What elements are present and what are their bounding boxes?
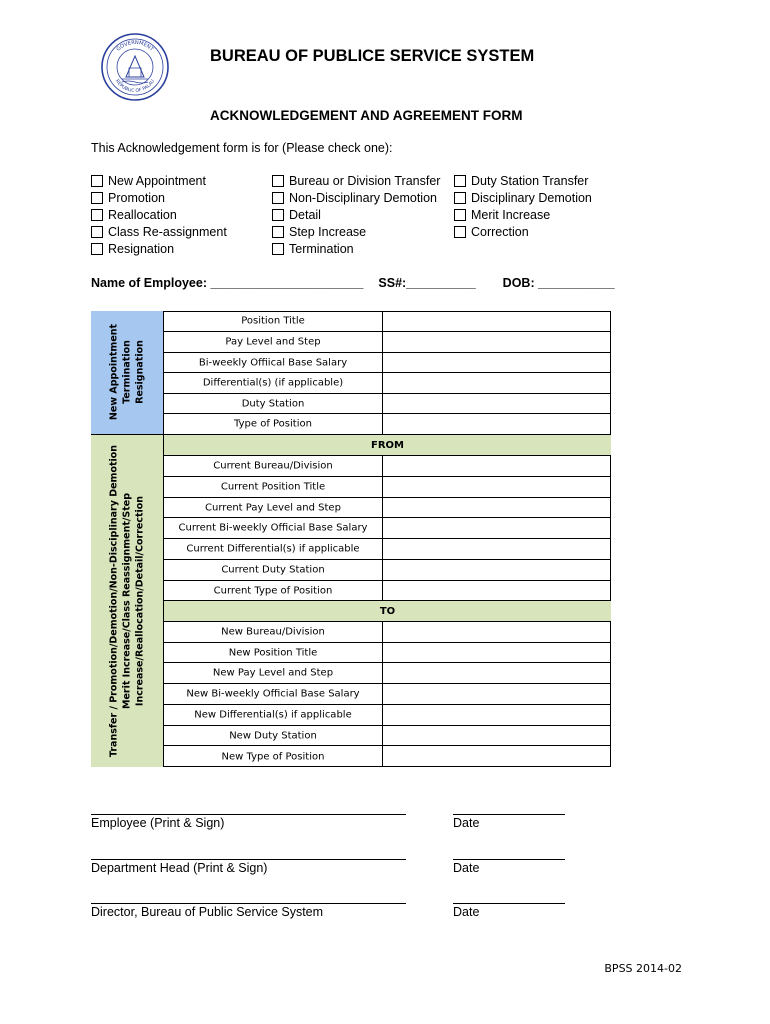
value-cell[interactable] — [382, 622, 611, 642]
svg-text:GOVERNMENT: GOVERNMENT — [115, 39, 155, 53]
value-cell[interactable] — [382, 643, 611, 662]
svg-text:REPUBLIC OF PALAU: REPUBLIC OF PALAU — [113, 78, 157, 95]
checkbox[interactable] — [91, 209, 103, 221]
checkbox[interactable] — [272, 192, 284, 204]
checkbox[interactable] — [91, 192, 103, 204]
to-section-header: TO — [164, 601, 611, 622]
value-cell[interactable] — [382, 498, 611, 517]
table-row: Current Bi-weekly Official Base Salary — [164, 518, 611, 539]
checkbox[interactable] — [454, 226, 466, 238]
employee-info-line — [91, 276, 615, 290]
option-non-disciplinary-demotion[interactable]: Non-Disciplinary Demotion — [272, 190, 437, 206]
option-step-increase[interactable]: Step Increase — [272, 224, 366, 240]
checkbox[interactable] — [272, 226, 284, 238]
palau-government-seal-logo — [100, 32, 170, 102]
employee-name-field[interactable]: Name of Employee: ______________________ — [91, 276, 364, 290]
checkbox[interactable] — [91, 243, 103, 255]
table-row: New Bureau/Division — [164, 622, 611, 643]
form-subtitle: ACKNOWLEDGEMENT AND AGREEMENT FORM — [210, 108, 523, 123]
option-new-appointment[interactable]: New Appointment — [91, 173, 206, 189]
table-row: Pay Level and Step — [164, 332, 611, 353]
checkbox[interactable] — [272, 243, 284, 255]
employee-signature-line[interactable] — [91, 814, 406, 815]
bureau-title: BUREAU OF PUBLICE SERVICE SYSTEM — [210, 47, 535, 65]
checkbox[interactable] — [454, 192, 466, 204]
department-head-date-label: Date — [453, 861, 480, 875]
checkbox[interactable] — [272, 209, 284, 221]
value-cell[interactable] — [382, 746, 611, 767]
option-correction[interactable]: Correction — [454, 224, 529, 240]
table-row: Current Differential(s) if applicable — [164, 539, 611, 560]
table-row: New Pay Level and Step — [164, 663, 611, 684]
table-row: Type of Position — [164, 414, 611, 435]
value-cell[interactable] — [382, 726, 611, 745]
side-label-appointment: New Appointment Termination Resignation — [108, 323, 146, 421]
table-row: New Position Title — [164, 643, 611, 663]
option-resignation[interactable]: Resignation — [91, 241, 174, 257]
ss-number-field[interactable]: SS#:__________ — [378, 276, 476, 290]
table-row: Current Duty Station — [164, 560, 611, 581]
value-cell[interactable] — [382, 456, 611, 476]
option-disciplinary-demotion[interactable]: Disciplinary Demotion — [454, 190, 592, 206]
table-row: Current Type of Position — [164, 581, 611, 601]
director-date-line[interactable] — [453, 903, 565, 904]
checkbox[interactable] — [454, 175, 466, 187]
value-cell[interactable] — [382, 332, 611, 352]
checkbox[interactable] — [91, 175, 103, 187]
table-row: New Duty Station — [164, 726, 611, 746]
value-cell[interactable] — [382, 373, 611, 393]
table-row: New Bi-weekly Official Base Salary — [164, 684, 611, 705]
value-cell[interactable] — [382, 518, 611, 538]
checkbox[interactable] — [454, 209, 466, 221]
employee-date-line[interactable] — [453, 814, 565, 815]
value-cell[interactable] — [382, 581, 611, 600]
table-row: Current Position Title — [164, 477, 611, 498]
table-row: Differential(s) (if applicable) — [164, 373, 611, 394]
option-duty-station-transfer[interactable]: Duty Station Transfer — [454, 173, 588, 189]
value-cell[interactable] — [382, 414, 611, 434]
dob-field[interactable]: DOB: ___________ — [502, 276, 615, 290]
table-row: Duty Station — [164, 394, 611, 414]
department-head-date-line[interactable] — [453, 859, 565, 860]
checkbox[interactable] — [272, 175, 284, 187]
value-cell[interactable] — [382, 394, 611, 413]
value-cell[interactable] — [382, 684, 611, 704]
option-reallocation[interactable]: Reallocation — [91, 207, 177, 223]
value-cell[interactable] — [382, 539, 611, 559]
value-cell[interactable] — [382, 663, 611, 683]
employee-signature-label: Employee (Print & Sign) — [91, 816, 225, 830]
value-cell[interactable] — [382, 353, 611, 372]
option-termination[interactable]: Termination — [272, 241, 354, 257]
table-row: Position Title — [164, 311, 611, 332]
department-head-signature-label: Department Head (Print & Sign) — [91, 861, 268, 875]
table-row: Bi-weekly Offiical Base Salary — [164, 353, 611, 373]
value-cell[interactable] — [382, 705, 611, 725]
option-class-reassignment[interactable]: Class Re-assignment — [91, 224, 227, 240]
director-date-label: Date — [453, 905, 480, 919]
value-cell[interactable] — [382, 560, 611, 580]
option-merit-increase[interactable]: Merit Increase — [454, 207, 550, 223]
value-cell[interactable] — [382, 477, 611, 497]
employee-date-label: Date — [453, 816, 480, 830]
director-signature-label: Director, Bureau of Public Service System — [91, 905, 324, 919]
option-bureau-division-transfer[interactable]: Bureau or Division Transfer — [272, 173, 440, 189]
form-code: BPSS 2014-02 — [604, 962, 682, 975]
director-signature-line[interactable] — [91, 903, 406, 904]
from-section-header: FROM — [164, 435, 611, 456]
table-row: Current Bureau/Division — [164, 456, 611, 477]
side-label-transfer: Transfer / Promotion/Demotion/Non-Disciplinary Demotion Merit Increase/Class Reassignment/Step Increase/Reallocation/Detail/Correction — [108, 444, 146, 758]
table-row: New Type of Position — [164, 746, 611, 767]
checkbox[interactable] — [91, 226, 103, 238]
option-detail[interactable]: Detail — [272, 207, 321, 223]
intro-instruction: This Acknowledgement form is for (Please check one): — [91, 141, 393, 155]
department-head-signature-line[interactable] — [91, 859, 406, 860]
option-promotion[interactable]: Promotion — [91, 190, 165, 206]
value-cell[interactable] — [382, 311, 611, 331]
table-row: Current Pay Level and Step — [164, 498, 611, 518]
table-row: New Differential(s) if applicable — [164, 705, 611, 726]
